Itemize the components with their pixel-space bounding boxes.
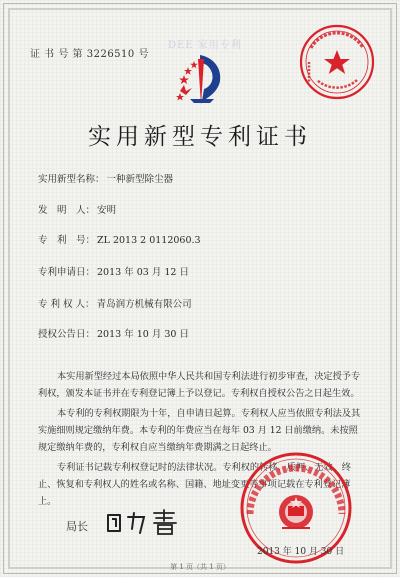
field-patent-number: 专 利 号： ZL 2013 2 0112060.3: [38, 235, 201, 246]
page-footer: 第 1 页（共 1 页）: [170, 563, 230, 571]
certificate-title: 实用新型专利证书: [88, 124, 312, 150]
body-paragraph: 专利证书记载专利权登记时的法律状况。专利权的转移、质押、无效、终止、恢复和专利权人的姓名或名称、国籍、地址变更等事项记载在专利登记簿上。: [38, 462, 351, 507]
body-paragraph: 本实用新型经过本局依照中华人民共和国专利法进行初步审查，决定授予专利权，颁发本证书并在专利登记簿上予以登记。专利权自授权公告之日起生效。: [38, 371, 361, 399]
sipo-emblem-icon: [170, 47, 234, 111]
body-paragraph: 本专利的专利权期限为十年，自申请日起算。专利权人应当依照专利法及其实施细则规定缴纳年费。本专利的年费应当在每年 03 月 12 日前缴纳。未按照规定缴纳年费的，专利权自应当缴纳年费期满之日起终止。: [38, 408, 361, 453]
field-utility-model-name: 实用新型名称： 一种新型除尘器: [38, 174, 174, 185]
watermark-text: DEE 家用专利: [168, 40, 242, 51]
seal-date: 2013 年 10 月 30 日: [257, 547, 345, 557]
director-label: 局长: [66, 520, 88, 533]
agency-seal-icon: [297, 22, 377, 102]
field-inventor: 发 明 人： 安明: [38, 205, 117, 216]
certificate-number: 证 书 号 第 3226510 号: [30, 49, 149, 60]
field-application-date: 专利申请日： 2013 年 03 月 12 日: [38, 267, 189, 278]
director-signature-icon: [104, 507, 184, 537]
field-patentee: 专 利 权 人： 青岛润方机械有限公司: [38, 299, 192, 310]
field-grant-date: 授权公告日： 2013 年 10 月 30 日: [38, 329, 189, 340]
